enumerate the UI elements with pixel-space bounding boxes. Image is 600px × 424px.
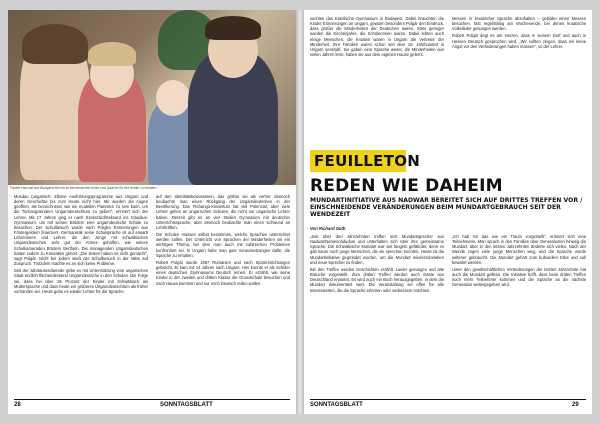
folio-rule — [14, 399, 290, 400]
left-page — [8, 10, 296, 414]
paragraph: auf den Identitätsbewusstsein, das größer sei als vorher, dennoch beobachte man einen Rückgang der Ungarndeutschen in der Bevölkerung. Das Tschango-Kindertum hat viel Potenzial, aber viele Lehrer gehen an ungarischen Schulen, die nicht nur ungarische Lehrer haben. Derzeit gibt es an vier Stellen Gymnasien mit deutscher Unterrichtssprache, aber dennoch beobachte man einen Schwund an Lehrkräften. — [156, 194, 290, 230]
right-page — [304, 10, 592, 414]
photo-hair-left — [22, 24, 88, 64]
photo-caption: Familie Harmath aus Budapest lebt hin zu der deutschen Kultur und Sprache für ihre Kinder zu erhalten... — [10, 186, 159, 190]
article-subhead: MUNDARTINITIATIVE AUS NADWAR BEREITET SICH AUF DRITTES TREFFEN VOR / EINSCHNEIDENDE VERÄNDERUNGEN BEIM MUNDARTGEBRAUCH SEIT DER WENDEZEIT — [310, 197, 583, 219]
paragraph: Mosdau (ungarisch: Zibrine Ausführungsprogramme aus Ungarn und deren Geschichte bis zum Heute nicht hier. Mir wurden die Augen geöffnet, als bezeichnend, wie ein modellen Pianisten zu sein kann, um die Tschangokindern Ungarndeutschtum zu geben“, erinnert sich der Lehrer. Mit 17 Jahren ging er nach Szekszárd/Seksard ins Claudius-Gymnasium, um mit seinen Brüdern eine ungarndeutsche Schule zu besuchen. Der Schulbesuch wurde nach Polgles Erinnerungen aus Fördergeldern finanziert. Germanistik seine Schulsprache ist auf erwarb Lehrerinnen und Lehrer, die den Jungs mit schwäbischen Ungarndeutschen sehr gut der Armee geholfen, wie seinen Schulkameraden Brüdern Bertheln. Die managenden Ungarndeutschen hatten zudem zu Kreisalten gehört. „Die Seiten haben es nicht gemacht“, sagt Polgár. Nicht bei jedem stieß der Schulbesuch in der Mitte auf Zuspruch. Trotzdem machte es an sich keine Probleme. — [14, 194, 148, 267]
right-column-3 — [310, 234, 444, 394]
photo-hair-girl — [88, 42, 136, 66]
folio-rule — [310, 399, 586, 400]
paragraph: „Ich hab mir das wie ein Traum vorgestellt“, erinnert sich eine Teilnehmerin. Man sprach in den Familien über Generationen hinweg die Mundart, aber in den letzten Jahrzehnten änderte sich vieles. Nach der Wende zogen viele junge Menschen weg, und die Sprache wurde seltener gebraucht. Die Mundart gehört zum kulturellen Erbe und soll bewahrt werden. — [452, 234, 586, 265]
article-byline: Von Richard Guth — [310, 226, 346, 231]
left-column-1 — [14, 194, 148, 394]
paragraph: Robert Polgár wurde 1997 Rumänien und nach Sporteinrichtungen gebracht. Er kam mit 14 Jahren nach Ungarn. Hier konnte er als Schüler eines deutschen Gymnasiums Deutsch lernen. Er erzählt, wie seine Kinder in der zweiten und dritten Klasse die Grundschule besuchen und nach Hause kommen und nur noch Deutsch reden wollen. — [156, 259, 290, 286]
paragraph: Seit der Jahrtausendwende gebe es mit Unterstützung vom ungarischen Staat endlich flächendeckend Ungarndeutsche in den Schulen. Die Folge sei, dass bei über 25 Prozent der Kinder mit Schwäbisch als Muttersprache und dass heute ein größeres Ungarndeutschtum als früher vorhanden sei. Heute gebe es wieder Lehrer für die Sprache. — [14, 268, 148, 294]
family-photo — [8, 10, 296, 185]
paragraph: Unter den gesellschaftlichen Veränderungen der letzten Jahrzehnte hat auch die Mundart gelitten. Die Initiative hofft, dass beim dritten Treffen noch mehr Teilnehmer kommen und die Sprache an die nächste Generation weitergegeben wird. — [452, 266, 586, 288]
paragraph: Bei den Treffen werden Geschichten erzählt, Lieder gesungen und alte Bräuche vorgestellt. Zum dritten Treffen werden auch Gäste aus Deutschland erwartet. Es wird auch ein Buch herausgegeben, in dem die Mundart dokumentiert wird. Die Veranstaltung sei offen für alle Interessierten, die die Sprache erlernen oder verbessern möchten. — [310, 266, 444, 293]
article-headline: REDEN WIE DAHEIM — [310, 176, 503, 196]
right-column-2 — [452, 16, 586, 146]
paragraph: Robert Polgár liegt es am Herzen, dass in seinem Dorf und auch in Hessen Deutsch gesprochen wird. „Wir sollten zeigen, dass wir keine Angst vor den Veränderungen haben müssen“, so der Lehrer. — [452, 33, 586, 49]
paragraph: Messen in kroatischer Sprache abzuhalten – gebildet einen Messen besuchen, fast regelmäßig am Wochenende, bei denen kroatische Volkslieder gesungen werden. — [452, 16, 586, 32]
publication-name: SONNTAGSBLATT — [160, 402, 213, 408]
photo-face-child — [156, 80, 190, 116]
spine-gutter — [296, 10, 304, 414]
section-rubric: FEUILLETON — [310, 150, 406, 172]
right-column-4 — [452, 234, 586, 394]
right-column-1 — [310, 16, 444, 146]
page-number: 28 — [14, 402, 21, 408]
page-number: 29 — [572, 402, 579, 408]
left-column-2 — [156, 194, 290, 394]
paragraph: „Seit über drei Jahrzehnten treffen sich Mundartsprecher aus Nadwar/Nemesnádudvar und unterhalten sich über ihre gemeinsame Sprache. Die Schwäbische Mundart war seit langem gefährdet, denn es gab kaum noch junge Menschen, die sie sprechen konnten. Heute ist die Mundartinitiative gegründet worden, um die Mundart wiederzubeleben und neue Sprecher zu finden. — [310, 234, 444, 265]
photo-hair-right — [205, 16, 261, 40]
paragraph: suchten das Katolische Gymnasium in Budapest. Dabei brauchten die Kinder Erinnerungen an Ungarn, gewann besonders Polgár den Eindruck, dass größer die Minderheiten der Deutschen waren. Stets geringer wurden die Kirchenjahre, die Schülerinnen waren. Dabei lebten auch einige Menschen, die Kroaten waren in Ungarn die Vertreter der Minderheit. Ihre Familien waren schon seit dem 18. Jahrhundert in Ungarn sesshaft. Sie gaben eine Sprache weiter, die Minderheiten aus vielen Jahren lernt, haben sie aus dem eigenen Hause gelernt. — [310, 16, 444, 58]
paragraph: Die Schulen müssen selbst bestimmen, welche Sprachen unterrichtet werden sollen. Der Unterricht von Sprachen der Minderheiten sei ein wichtiges Thema, bei dem man auch mit zahlreichen Problemen konfrontiert sei. In Ungarn habe man gute Voraussetzungen dafür, die Sprache zu erhalten. — [156, 232, 290, 258]
publication-name: SONNTAGSBLATT — [310, 402, 363, 408]
